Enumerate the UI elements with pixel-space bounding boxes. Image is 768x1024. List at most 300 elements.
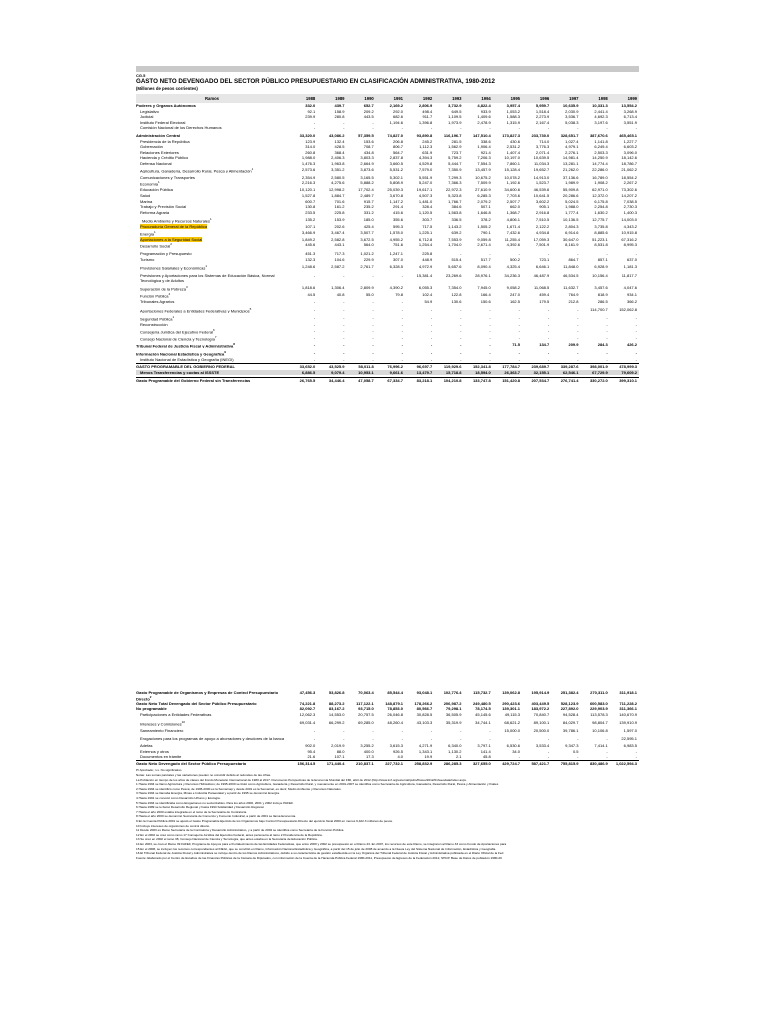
footnote-marker: 1 — [210, 217, 212, 222]
top-bar — [136, 66, 639, 72]
cell-value: 132.4 — [334, 138, 345, 144]
row-label-text: Presidencia de la República — [140, 138, 190, 144]
cell-value: - — [401, 273, 403, 279]
row-label-text: Legislativo — [140, 108, 159, 114]
cell-value: - — [313, 306, 316, 312]
cell-value: 280.8 — [334, 114, 345, 120]
cell-value: 78,853.0 — [387, 706, 403, 712]
cell-value: - — [372, 736, 374, 742]
cell-value: 4,507.3 — [418, 192, 433, 198]
cell-value: 5,808.9 — [389, 180, 403, 186]
footnote-line: Notas: Las sumas parciales y las variaciones pueden no coincidir debido al redondeo de las cifras. — [136, 773, 271, 777]
column-header-year: 1994 — [481, 96, 491, 101]
cell-value: 16,789.0 — [592, 174, 608, 180]
cell-value: 113,578.3 — [590, 711, 608, 717]
cell-value: 48,260.4 — [387, 719, 403, 725]
cell-value: 251,382.4 — [560, 690, 579, 695]
cell-value: - — [577, 357, 579, 363]
cell-value: 4.0 — [397, 754, 403, 760]
cell-value: 445.6 — [305, 242, 316, 248]
cell-value: 74,221.8 — [299, 701, 316, 707]
cell-value: 135.2 — [305, 217, 316, 223]
row-label-text: Consejo Nacional de Ciencia y Tecnología — [140, 335, 215, 341]
cell-value: 7,860.1 — [506, 160, 520, 166]
cell-value: 6,175.8 — [594, 198, 608, 204]
cell-value: 70,063.4 — [358, 690, 374, 695]
cell-value: 7,354.0 — [448, 285, 462, 291]
cell-value: - — [518, 322, 520, 328]
cell-value: - — [518, 357, 520, 363]
table-row — [136, 264, 639, 271]
cell-value: - — [577, 350, 579, 356]
cell-value: - — [343, 334, 345, 340]
cell-value: 2,587.2 — [331, 264, 345, 270]
cell-value: 18,554.2 — [621, 174, 637, 180]
cell-value: - — [577, 251, 579, 257]
cell-value: 152,062.8 — [619, 306, 637, 312]
cell-value: 465,465.1 — [619, 132, 637, 138]
cell-value: 662.0 — [509, 204, 520, 210]
cell-value: 2,507.7 — [506, 198, 520, 204]
table-row — [136, 736, 639, 741]
cell-value: 723.7 — [451, 149, 462, 155]
row-label — [136, 720, 288, 727]
cell-value: 1,396.8 — [418, 119, 433, 125]
cell-value: 11,068.5 — [533, 285, 550, 291]
cell-value: - — [460, 334, 462, 340]
cell-value: - — [401, 322, 403, 328]
cell-value: 98,804.7 — [592, 719, 608, 725]
cell-value: - — [460, 736, 462, 742]
footnote-line: Fuente: Elaborado por el Centro de Estudios de las Finanzas Públicas de la Cámara de Diputados, con información de la Cuenta de la Hacienda Pública Federal 1980-2011, Presupuesto de Egresos de la Federación 2012, SHCP. Base de Datos de población 1980-20 — [136, 855, 502, 860]
cell-value: - — [577, 322, 579, 328]
cell-value: 13,457.9 — [475, 166, 491, 172]
row-label — [136, 335, 288, 342]
cell-value: 139,301.1 — [502, 706, 520, 712]
column-header-year: 1988 — [305, 96, 316, 101]
cell-value: 857.1 — [597, 256, 608, 262]
cell-value: 82,092.7 — [299, 706, 316, 712]
cell-value: 47,058.7 — [358, 378, 374, 384]
cell-value: 22,286.0 — [592, 166, 608, 172]
row-label-text: Información Nacional Estadística y Geografica — [136, 351, 225, 357]
cell-value: 2,441.4 — [594, 108, 608, 114]
cell-value: 19,652.7 — [533, 166, 550, 172]
cell-value: 1,027.4 — [565, 138, 579, 144]
cell-value: - — [401, 736, 403, 742]
cell-value: 104,210.8 — [443, 378, 462, 384]
footnote-line: La Población en tiempo de los años de clases del Fondo Monetario Internacional de 1980 al 2017. Documento Perspectivas de la Economía Mundial del FMI, abril de 2012 (http://www.imf.org/external/pubs/ft/weo/2012/01/weodata/index.aspx. — [136, 777, 467, 782]
cell-value: 443.5 — [363, 114, 374, 120]
row-label — [136, 299, 288, 305]
cell-value: 6,249.4 — [594, 144, 608, 150]
column-header-year: 1989 — [335, 96, 345, 101]
cell-value: 114,700.7 — [590, 306, 608, 312]
row-label — [136, 370, 288, 376]
cell-value: 102.4 — [422, 292, 433, 298]
table-title: GASTO NETO DEVENGADO DEL SECTOR PÚBLICO PRESUPUESTARIO EN CLASIFICACIÓN ADMINISTRATIVA, 1980-2012 — [136, 78, 495, 85]
cell-value: 3,803.3 — [360, 155, 374, 161]
cell-value: 239.9 — [305, 114, 316, 120]
cell-value: 12,062.3 — [299, 711, 316, 717]
row-label-text: Aportaciones a la Seguridad Social — [140, 236, 203, 242]
cell-value: 94,528.4 — [562, 711, 579, 717]
cell-value: 3,255.2 — [360, 743, 374, 749]
cell-value: 18,594.0 — [475, 369, 491, 375]
cell-value: 3,467.4 — [331, 229, 345, 235]
cell-value: 133,747.8 — [472, 378, 491, 384]
cell-value: - — [430, 736, 433, 742]
cell-value: 43,103.3 — [416, 719, 433, 725]
cell-value: 68,621.2 — [504, 719, 520, 725]
cell-value: 1,409.6 — [477, 114, 491, 120]
cell-value: 7,350.9 — [448, 166, 462, 172]
footnote-line: 1 Hasta 1994 se llamó Agricultura y Recursos Hidráulicos; de 1995-2000 se tituló como Agricultura, Ganadería y Desarrollo Rural, y nuevamente en 2001-2007 se identifica como Secretaría de Agricultura, Ganadería, Desarrollo Rural, Pesca y Alimentación y finales — [136, 782, 499, 787]
cell-value: 500.2 — [509, 256, 520, 262]
cell-value: 3,268.9 — [623, 108, 637, 114]
cell-value: 156,314.5 — [297, 760, 316, 766]
cell-value: 2,216.3 — [301, 180, 316, 186]
row-label-text: Medio Ambiente y Recursos Naturales — [142, 218, 211, 224]
cell-value: 425.4 — [363, 224, 374, 230]
row-label — [136, 350, 288, 357]
table-row — [136, 125, 639, 131]
cell-value: 1,143.2 — [448, 224, 462, 230]
cell-value: 1,777.4 — [565, 209, 579, 215]
cell-value: 10,156.4 — [592, 273, 608, 279]
cell-value: 229,903.9 — [589, 706, 608, 712]
cell-value: 32,155.1 — [533, 369, 550, 375]
cell-value: 1,368.7 — [506, 209, 520, 215]
cell-value: - — [489, 334, 491, 340]
table-subtitle: (Millones de pesos corrientes) — [136, 86, 198, 91]
cell-value: 1,588.3 — [506, 114, 520, 120]
cell-value: 132.3 — [305, 256, 316, 262]
cell-value: 314.0 — [305, 144, 316, 150]
cell-value: - — [343, 306, 345, 312]
cell-value: 6,603.2 — [623, 144, 637, 150]
cell-value: 102,776.4 — [443, 690, 462, 695]
cell-value: 9,347.3 — [565, 743, 579, 749]
footnote-marker: 8 — [233, 341, 235, 346]
cell-value: - — [343, 341, 345, 347]
cell-value: 926.5 — [392, 748, 403, 754]
row-label-text: Instituto Nacional de Estadística y Geografía (INEGI) — [140, 357, 234, 363]
cell-value: - — [313, 350, 316, 356]
cell-value: 429,724.7 — [502, 760, 520, 766]
cell-value: - — [518, 327, 520, 333]
cell-value: - — [343, 125, 345, 131]
table-row — [136, 357, 639, 363]
cell-value: 26,363.7 — [504, 369, 520, 375]
cell-value: 2,267.2 — [623, 180, 637, 186]
table-row — [136, 377, 639, 384]
table-row — [136, 754, 639, 760]
cell-value: 1,225.1 — [418, 229, 433, 235]
cell-value: 1,908.2 — [594, 180, 608, 186]
cell-value: 864.7 — [568, 256, 579, 262]
cell-value: 206.8 — [392, 138, 403, 144]
cell-value: 7,554.3 — [477, 160, 491, 166]
cell-value: 225.8 — [334, 209, 345, 215]
cell-value: 20,500.0 — [533, 728, 550, 734]
table-row — [136, 307, 639, 313]
cell-value: 7,432.6 — [506, 229, 520, 235]
cell-value: 5,759.2 — [448, 155, 462, 161]
cell-value: - — [313, 327, 316, 333]
cell-value: 152,341.8 — [472, 363, 491, 369]
cell-value: 1,973.9 — [448, 119, 462, 125]
cell-value: 93,890.8 — [416, 132, 433, 138]
cell-value: - — [430, 341, 433, 347]
cell-value: 13,554.2 — [621, 103, 637, 108]
table-row — [136, 210, 639, 216]
cell-value: 20,286.6 — [562, 192, 579, 198]
cell-value: 3,732.9 — [448, 103, 462, 108]
cell-value: 1,181.3 — [623, 264, 637, 270]
row-label-text: Erogaciones para los programas de apoyo a ahorradores y deudores de la banca — [140, 736, 285, 742]
cell-value: 355.6 — [392, 217, 403, 223]
cell-value: 2,167.4 — [535, 119, 550, 125]
row-label-text: Comunicaciones y Transportes — [140, 174, 195, 180]
cell-value: 328,651.7 — [560, 132, 579, 138]
cell-value: 507.1 — [480, 204, 491, 210]
cell-value: 44.5 — [307, 292, 316, 298]
cell-value: 107.1 — [334, 754, 345, 760]
table-row — [136, 720, 639, 727]
cell-value: 292.0 — [392, 108, 403, 114]
cell-value: 7,703.6 — [506, 192, 520, 198]
row-label — [136, 690, 288, 701]
cell-value: - — [547, 736, 550, 742]
cell-value: 2,573.6 — [301, 166, 316, 172]
cell-value: 79,298.1 — [445, 706, 462, 712]
cell-value: 130.8 — [305, 204, 316, 210]
cell-value: 33,652.0 — [299, 363, 316, 369]
cell-value: 717.3 — [334, 251, 345, 257]
cell-value: 5,959.7 — [535, 103, 550, 108]
footnote-marker: 5 — [249, 306, 252, 311]
cell-value: 117,122.1 — [356, 701, 374, 707]
cell-value: 459.4 — [539, 292, 550, 298]
cell-value: 67,729.9 — [592, 369, 608, 375]
cell-value: 6,646.1 — [535, 264, 550, 270]
cell-value: 9,079.4 — [331, 369, 345, 375]
cell-value: 2,254.8 — [594, 204, 608, 210]
cell-value: 1,192.6 — [506, 180, 520, 186]
cell-value: - — [372, 119, 374, 125]
cell-value: - — [343, 736, 345, 742]
cell-value: 89,100.1 — [533, 719, 550, 725]
cell-value: 8,090.4 — [477, 264, 491, 270]
cell-value: - — [313, 736, 316, 742]
row-label-text: Gasto Neto Total Devengado del Sector Público Presupuestario — [136, 701, 257, 707]
cell-value: - — [577, 315, 579, 321]
cell-value: 14,207.2 — [621, 192, 637, 198]
table-row — [136, 370, 639, 376]
cell-value: 717.5 — [422, 224, 433, 230]
cell-value: 21,062.2 — [621, 166, 637, 172]
cell-value: - — [460, 315, 462, 321]
cell-value: 23,269.6 — [445, 273, 462, 279]
cell-value: 434.8 — [363, 149, 374, 155]
cell-value: - — [372, 327, 374, 333]
cell-value: - — [489, 357, 491, 363]
cell-value: 1,343.1 — [418, 748, 433, 754]
cell-value: 3,165.5 — [360, 174, 374, 180]
cell-value: 39,786.1 — [562, 728, 579, 734]
cell-value: 902.0 — [305, 743, 316, 749]
cell-value: 54.9 — [424, 299, 433, 305]
cell-value: 43,525.9 — [328, 363, 345, 369]
cell-value: 291.4 — [392, 204, 403, 210]
cell-value: - — [430, 327, 433, 333]
table-row — [136, 363, 639, 370]
cell-value: 33,320.0 — [299, 132, 316, 138]
cell-value: 2,671.4 — [477, 242, 491, 248]
footnote-marker: 1 — [172, 315, 175, 320]
cell-value: - — [401, 357, 403, 363]
cell-value: 15,128.4 — [504, 166, 520, 172]
cell-value: - — [547, 251, 550, 257]
cell-value: 498.4 — [422, 108, 433, 114]
cell-value: 708.7 — [363, 144, 374, 150]
cell-value: 79.8 — [395, 292, 403, 298]
cell-value: 2,664.9 — [360, 160, 374, 166]
row-label-text: Seguridad Pública — [140, 316, 173, 322]
cell-value: 281.5 — [451, 138, 462, 144]
cell-value: 2,582.8 — [331, 236, 345, 242]
cell-value: - — [547, 306, 550, 312]
cell-value: 6,928.9 — [594, 264, 608, 270]
table-row — [136, 760, 639, 767]
cell-value: 96,697.7 — [416, 363, 433, 369]
footnote-marker: 2 — [149, 695, 152, 699]
cell-value: - — [372, 125, 374, 131]
cell-value: 2,019.9 — [331, 743, 345, 749]
cell-value: 270,311.0 — [590, 690, 608, 695]
cell-value: 58,011.8 — [358, 363, 374, 369]
cell-value: 517.7 — [480, 256, 491, 262]
cell-value: 4,392.6 — [506, 242, 520, 248]
cell-value: 4,047.6 — [623, 285, 637, 291]
cell-value: 1,407.4 — [506, 149, 520, 155]
cell-value: 3,957.4 — [506, 103, 520, 108]
cell-value: 2,916.8 — [535, 209, 550, 215]
cell-value: 5,038.3 — [565, 119, 579, 125]
cell-value: 233.5 — [305, 209, 316, 215]
cell-value: 1,254.4 — [418, 242, 433, 248]
cell-value: 6,712.8 — [418, 236, 433, 242]
cell-value: - — [635, 251, 637, 257]
cell-value: 1,988.0 — [301, 155, 316, 161]
footnote-line: P/ Aprobado; n.s. No significativo. — [136, 768, 183, 773]
cell-value: 3,602.2 — [535, 198, 550, 204]
cell-value: 3,660.5 — [389, 160, 403, 166]
cell-value: 331.2 — [363, 209, 374, 215]
cell-value: - — [577, 327, 579, 333]
cell-value: 14,913.0 — [533, 174, 550, 180]
row-label-text: Gasto Neto Devengado del Sector Público Presupuestario — [136, 760, 247, 766]
cell-value: 15,000.0 — [504, 728, 520, 734]
cell-value: 206,987.2 — [443, 701, 462, 707]
row-label-text: Economía — [140, 181, 159, 187]
table-body-continued — [136, 690, 639, 766]
cell-value: 151,420.8 — [502, 378, 520, 384]
cell-value: - — [313, 728, 316, 734]
cell-value: - — [343, 327, 345, 333]
cell-value: 4,806.1 — [506, 217, 520, 223]
cell-value: 1,527.8 — [301, 192, 316, 198]
row-label-text: Comisión Nacional de los Derechos Humanos — [140, 125, 222, 131]
cell-value: 225.8 — [422, 251, 433, 257]
cell-value: 2,761.7 — [360, 264, 374, 270]
cell-value: 67,334.7 — [387, 378, 403, 384]
cell-value: 55.0 — [365, 292, 374, 298]
row-label-text: Marina — [140, 198, 153, 204]
footnote-marker: 2 — [170, 242, 172, 247]
footnote-line: 3 Hasta 1994 se llamaba Energía, Minas e Industria Paraestatal y a partir de 1995 se denominó Energía. — [136, 791, 280, 796]
cell-value: - — [460, 322, 462, 328]
cell-value: 227,732.1 — [385, 760, 403, 766]
cell-value: 19,617.1 — [416, 187, 433, 193]
cell-value: - — [606, 748, 608, 754]
cell-value: - — [343, 119, 345, 125]
cell-value: 378.2 — [480, 217, 491, 223]
cell-value: 5,247.0 — [418, 180, 433, 186]
cell-value: - — [460, 357, 462, 363]
cell-value: - — [401, 350, 403, 356]
cell-value: - — [313, 299, 316, 305]
cell-value: 2,804.3 — [565, 224, 579, 230]
cell-value: 69,285.0 — [358, 719, 374, 725]
row-label-text: Energía — [140, 231, 155, 237]
cell-value: 368.4 — [334, 149, 345, 155]
cell-value: 10,915.8 — [621, 229, 637, 235]
row-label-text: Reforma Agraria — [140, 209, 170, 215]
cell-value: 22,972.3 — [445, 187, 462, 193]
cell-value: 95.4 — [307, 748, 316, 754]
cell-value: - — [577, 334, 579, 340]
cell-value: - — [372, 315, 374, 321]
cell-value: 2,071.4 — [535, 149, 550, 155]
cell-value: 3,735.8 — [594, 224, 608, 230]
cell-value: - — [606, 315, 608, 321]
cell-value: 4,271.9 — [418, 743, 433, 749]
cell-value: 2,580.5 — [331, 174, 345, 180]
cell-value: 415.6 — [392, 209, 403, 215]
cell-value: 183,972.2 — [531, 706, 550, 712]
table-row — [136, 315, 639, 322]
footnote-line: 14 En 2003, se creó el Ramo 39 FAFEF, Programa de Apoyos para el Fortalecimiento de las Entidades Federativas, que entre 2000 y 2002 se presupuestó en el Ramo 23. En 2007, los recursos de este Ramo, se integraron al Ramo 33 como Fondo de Aportaciones para — [136, 841, 507, 846]
footnote-line: 2 Hasta 1994 se identificó como Pesca; de 1995-2000 es la Semarnap y desde 2001 es la Semarnat, es decir, Medio Ambiente y Recursos Naturales. — [136, 786, 342, 791]
cell-value: - — [518, 334, 520, 340]
cell-value: - — [518, 754, 520, 760]
cell-value: 7,501.9 — [535, 242, 550, 248]
cell-value: - — [518, 251, 520, 257]
cell-value: 2,809.9 — [360, 285, 374, 291]
cell-value: 4,692.3 — [594, 114, 608, 120]
cell-value: 336.5 — [451, 217, 462, 223]
cell-value: 66,299.2 — [328, 719, 345, 725]
row-label-text: Educación Pública — [140, 187, 173, 193]
cell-value: 2,079.2 — [477, 198, 491, 204]
row-label-text: Instituto Federal Electoral — [140, 119, 186, 125]
cell-value: - — [343, 728, 345, 734]
table-row — [136, 217, 639, 224]
cell-value: 15,718.8 — [445, 369, 462, 375]
cell-value: 428.5 — [334, 144, 345, 150]
